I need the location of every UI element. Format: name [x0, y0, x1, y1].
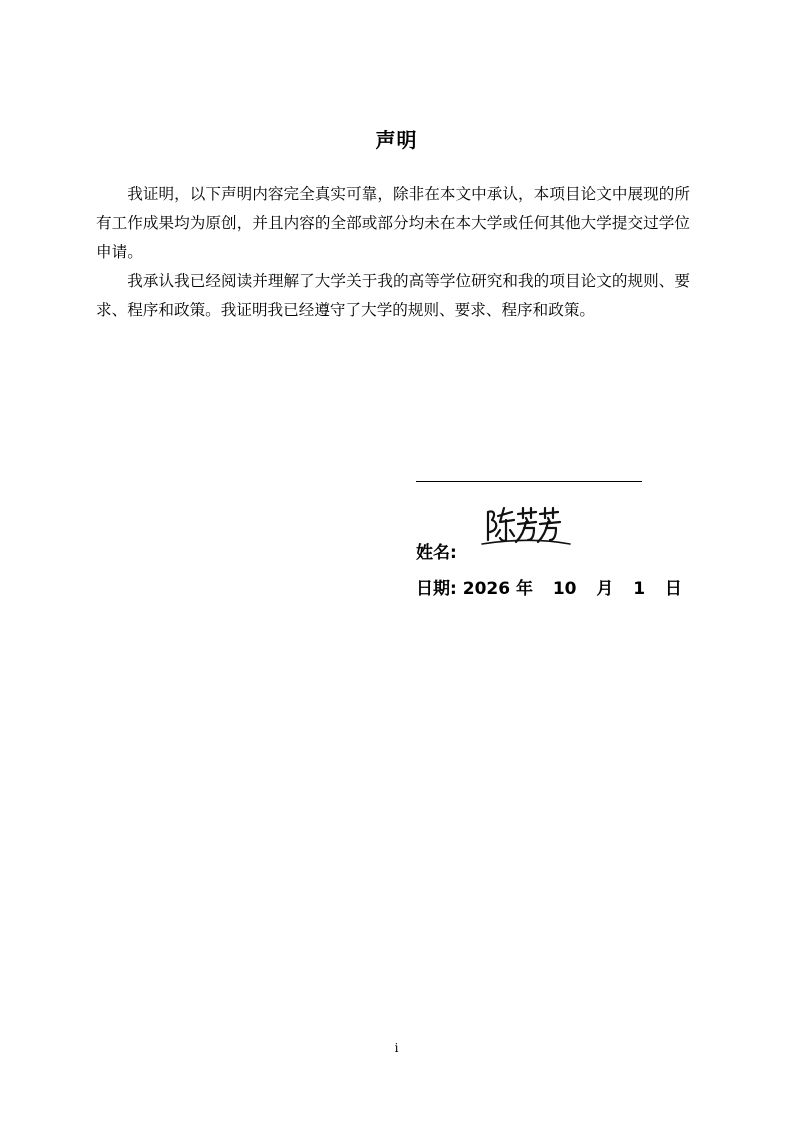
date-day-unit: 日 — [664, 579, 682, 599]
handwritten-signature — [478, 500, 574, 550]
declaration-body — [96, 180, 690, 325]
name-label: 姓名: — [416, 543, 457, 563]
page-title: 声明 — [375, 128, 418, 152]
page-number: i — [394, 1041, 399, 1055]
declaration-paragraph-1: 我证明，以下声明内容完全真实可靠，除非在本文中承认，本项目论文中展现的所有工作成果均为原创，并且内容的全部或部分均未在本大学或任何其他大学提交过学位申请。 — [96, 185, 690, 261]
declaration-paragraph-2: 我承认我已经阅读并理解了大学关于我的高等学位研究和我的项目论文的规则、要求、程序和政策。我证明我已经遵守了大学的规则、要求、程序和政策。 — [96, 272, 690, 319]
date-month-unit: 月 — [596, 579, 614, 599]
date-year: 2026 — [462, 579, 511, 599]
date-year-unit: 年 — [515, 579, 533, 599]
date-row — [416, 574, 682, 599]
date-label: 日期: — [416, 579, 457, 599]
date-month: 10 — [552, 579, 577, 599]
signature-line — [416, 481, 642, 482]
date-day: 1 — [633, 579, 646, 599]
